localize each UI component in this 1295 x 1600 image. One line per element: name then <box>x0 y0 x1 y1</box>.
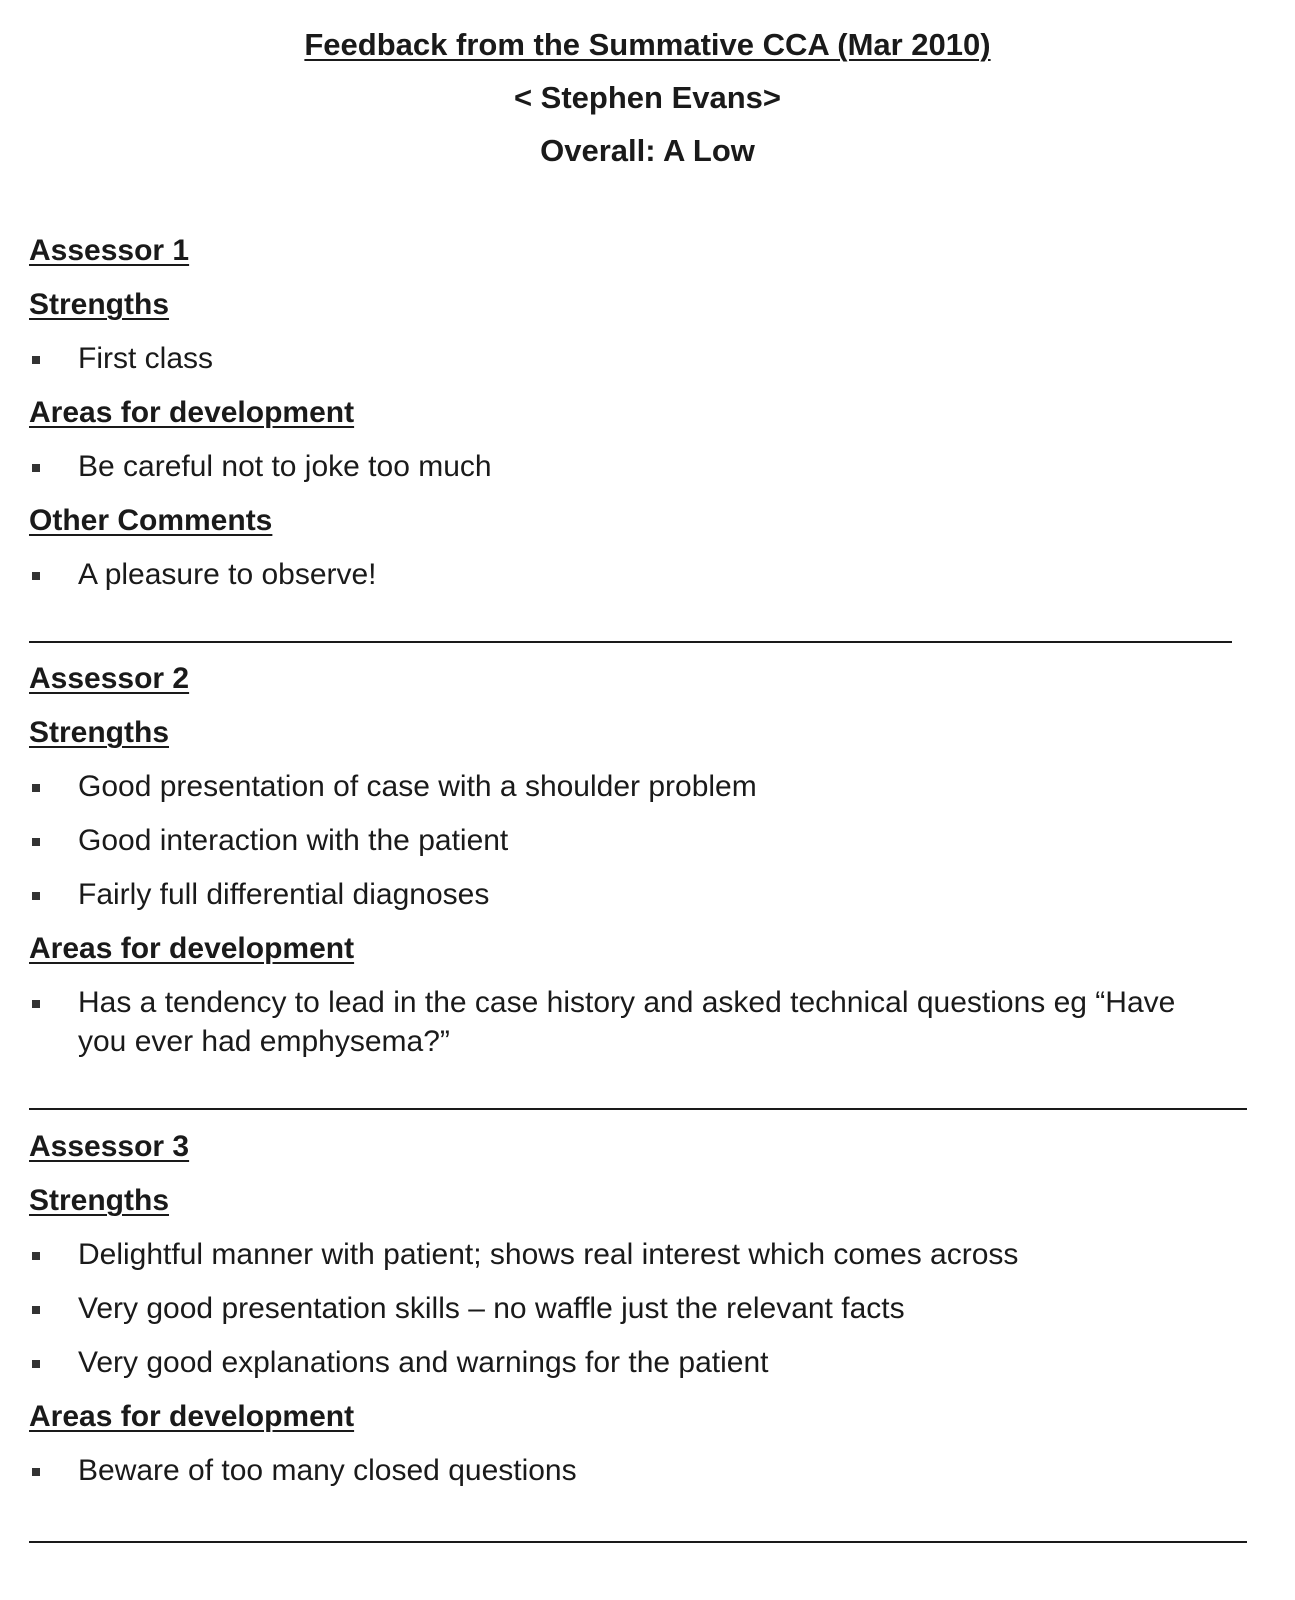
section-divider <box>29 1108 1247 1110</box>
assessor-2-section <box>29 652 1259 1069</box>
bullet-icon <box>32 784 40 792</box>
document-header <box>0 18 1295 177</box>
assessor-1-development-list <box>29 440 1259 494</box>
assessor-3-section <box>29 1120 1259 1498</box>
assessor-3-development-heading: Areas for development <box>29 1400 355 1433</box>
document-title: Feedback from the Summative CCA (Mar 2010) <box>304 27 991 62</box>
assessor-2-development-list <box>29 976 1259 1069</box>
bullet-icon <box>32 1000 40 1008</box>
list-item: First class <box>29 332 1259 386</box>
assessor-1-other-heading: Other Comments <box>29 504 273 537</box>
overall-grade: Overall: A Low <box>540 133 755 168</box>
bullet-icon <box>32 1360 40 1368</box>
assessor-3-strengths-heading: Strengths <box>29 1184 170 1217</box>
candidate-name: < Stephen Evans> <box>513 80 782 115</box>
list-item: Be careful not to joke too much <box>29 440 1259 494</box>
bullet-icon <box>32 1468 40 1476</box>
assessor-1-other-list <box>29 548 1259 602</box>
assessor-2-strengths-list <box>29 760 1259 922</box>
assessor-3-heading: Assessor 3 <box>29 1130 190 1163</box>
list-item: Good interaction with the patient <box>29 814 1259 868</box>
bullet-icon <box>32 892 40 900</box>
assessor-1-development-heading: Areas for development <box>29 396 355 429</box>
assessor-1-strengths-heading: Strengths <box>29 288 170 321</box>
bullet-icon <box>32 464 40 472</box>
bullet-icon <box>32 356 40 364</box>
bullet-icon <box>32 1252 40 1260</box>
list-item: Fairly full differential diagnoses <box>29 868 1259 922</box>
list-item: Delightful manner with patient; shows real interest which comes across <box>29 1228 1259 1282</box>
section-divider <box>29 1541 1247 1543</box>
assessor-2-development-heading: Areas for development <box>29 932 355 965</box>
assessor-3-strengths-list <box>29 1228 1259 1390</box>
assessor-3-development-list <box>29 1444 1259 1498</box>
list-item: Beware of too many closed questions <box>29 1444 1259 1498</box>
bullet-icon <box>32 572 40 580</box>
assessor-2-heading: Assessor 2 <box>29 662 190 695</box>
list-item: Very good explanations and warnings for the patient <box>29 1336 1259 1390</box>
list-item: A pleasure to observe! <box>29 548 1259 602</box>
section-divider <box>29 641 1232 643</box>
list-item: Good presentation of case with a shoulder problem <box>29 760 1259 814</box>
assessor-1-strengths-list <box>29 332 1259 386</box>
list-item: Very good presentation skills – no waffle just the relevant facts <box>29 1282 1259 1336</box>
assessor-1-section <box>29 224 1259 602</box>
bullet-icon <box>32 1306 40 1314</box>
assessor-1-heading: Assessor 1 <box>29 234 190 267</box>
list-item: Has a tendency to lead in the case history and asked technical questions eg “Have you ever had emphysema?” <box>29 976 1259 1069</box>
assessor-2-strengths-heading: Strengths <box>29 716 170 749</box>
bullet-icon <box>32 838 40 846</box>
